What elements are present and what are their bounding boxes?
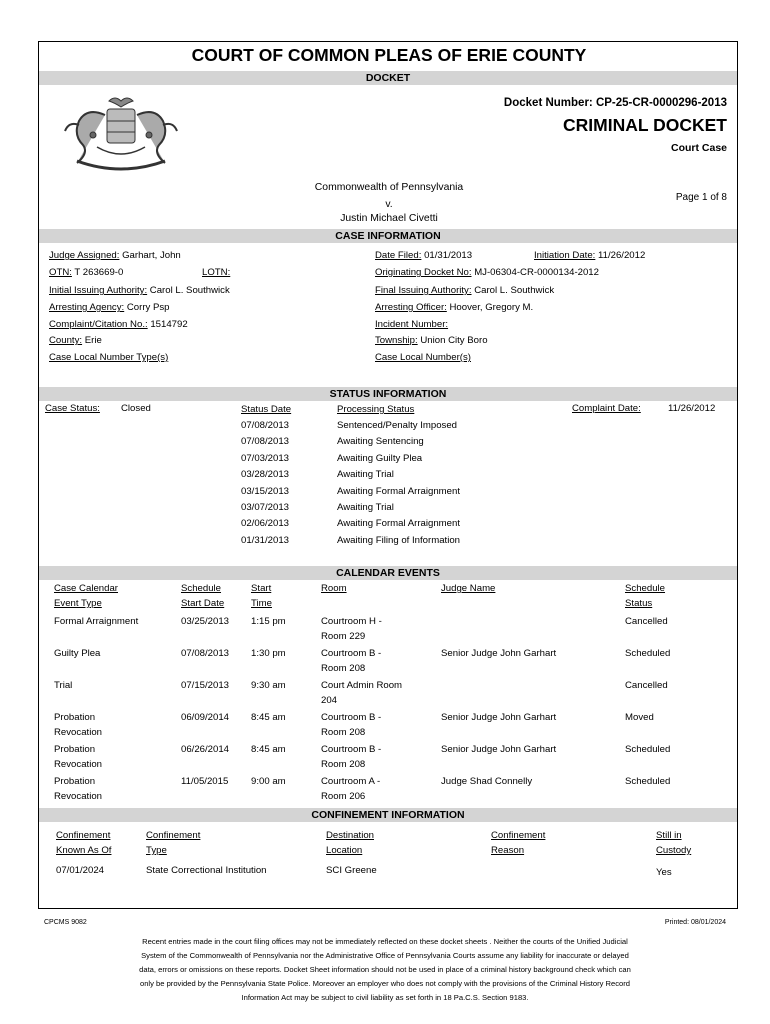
start-time-header-line1: Start	[251, 583, 272, 594]
judge-name: Senior Judge John Garhart	[441, 712, 557, 723]
initial-issuing-label: Initial Issuing Authority:	[49, 285, 148, 296]
status-date: 01/31/2013	[241, 534, 290, 546]
known-as-of-header-line1: Confinement	[56, 830, 111, 841]
custody-header-line2: Custody	[656, 845, 692, 856]
initiation-date-label: Initiation Date:	[534, 250, 596, 261]
form-id: CPCMS 9082	[44, 919, 87, 926]
case-status-value: Closed	[121, 403, 151, 414]
status-date: 03/07/2013	[241, 502, 290, 513]
originating-docket-label: Originating Docket No:	[375, 267, 472, 278]
room: Court Admin Room	[321, 680, 403, 691]
processing-status: Awaiting Trial	[337, 469, 394, 481]
still-in-custody: Yes	[656, 867, 672, 878]
docket-frame	[38, 41, 738, 909]
schedule-status: Cancelled	[625, 616, 668, 627]
county-value: Erie	[84, 335, 102, 346]
disclaimer-line: Information Act may be subject to civil liability as set forth in 18 Pa.C.S. Section 9183.	[241, 993, 529, 1002]
schedule-start-date: 07/08/2013	[181, 648, 230, 659]
schedule-start-date: 06/09/2014	[181, 712, 230, 723]
incident-number-label: Incident Number:	[375, 319, 449, 330]
event-type: Probation	[54, 744, 96, 755]
room-line2: Room 206	[321, 791, 366, 802]
destination-location: SCI Greene	[326, 865, 377, 876]
custody-header-line1: Still in	[656, 830, 682, 841]
disclaimer	[70, 935, 700, 1005]
township-label: Township:	[375, 335, 418, 346]
docket-bar: DOCKET	[39, 71, 737, 85]
disclaimer-line: Recent entries made in the court filing offices may not be immediately reflected on these docket sheets . Neither the courts of the Unified Judicial	[142, 937, 628, 946]
status-date: 07/03/2013	[241, 452, 290, 464]
initiation-date-value: 11/26/2012	[598, 250, 646, 261]
township-value: Union City Boro	[420, 335, 488, 346]
start-time: 8:45 am	[251, 712, 286, 723]
reason-header-line1: Confinement	[491, 830, 546, 841]
processing-status: Awaiting Formal Arraignment	[337, 518, 460, 530]
schedule-start-date: 03/25/2013	[181, 616, 230, 627]
event-type-line2: Revocation	[54, 727, 102, 738]
room: Courtroom H -	[321, 616, 382, 627]
schedule-status: Scheduled	[625, 776, 671, 787]
arresting-agency-value: Corry Psp	[126, 302, 170, 313]
room-line2: 204	[321, 695, 338, 706]
schedule-start-date: 06/26/2014	[181, 744, 230, 755]
complaint-citation-value: 1514792	[150, 319, 188, 330]
complaint-date-label: Complaint Date:	[572, 403, 641, 414]
judge-name: Judge Shad Connelly	[441, 776, 533, 787]
room: Courtroom B -	[321, 648, 382, 659]
final-issuing-label: Final Issuing Authority:	[375, 285, 472, 296]
processing-status: Awaiting Formal Arraignment	[337, 485, 460, 497]
status-date: 02/06/2013	[241, 518, 290, 530]
schedule-status: Scheduled	[625, 744, 671, 755]
reason-header-line2: Reason	[491, 845, 525, 856]
otn-label: OTN:	[49, 267, 72, 278]
room-line2: Room 229	[321, 631, 366, 642]
status-information-bar: STATUS INFORMATION	[39, 387, 737, 401]
schedule-start-date: 07/15/2013	[181, 680, 230, 691]
event-type: Probation	[54, 776, 96, 787]
status-date: 03/28/2013	[241, 469, 290, 481]
event-type-header-line1: Case Calendar	[54, 583, 118, 594]
start-time: 9:00 am	[251, 776, 286, 787]
judge-name: Senior Judge John Garhart	[441, 648, 557, 659]
judge-name-header: Judge Name	[441, 583, 496, 594]
case-local-number-type-label: Case Local Number Type(s)	[49, 352, 169, 363]
destination-header-line2: Location	[326, 845, 363, 856]
court-title: COURT OF COMMON PLEAS OF ERIE COUNTY	[191, 45, 587, 65]
confinement-type-header-line2: Type	[146, 845, 167, 856]
date-filed-value: 01/31/2013	[424, 250, 473, 261]
event-type: Trial	[54, 680, 73, 691]
schedule-status: Cancelled	[625, 680, 668, 691]
event-type: Probation	[54, 712, 96, 723]
schedule-date-header-line1: Schedule	[181, 583, 222, 594]
disclaimer-line: data, errors or omissions on these reports. Docket Sheet information should not be used in place of a criminal history background check which can	[139, 965, 631, 974]
schedule-status-header-line2: Status	[625, 598, 653, 609]
disclaimer-line: System of the Commonwealth of Pennsylvania nor the Administrative Office of Pennsylvania Courts assume any liability for inaccurate or delayed	[141, 951, 629, 960]
initial-issuing-value: Carol L. Southwick	[149, 285, 230, 296]
docket-number: Docket Number: CP-25-CR-0000296-2013	[503, 97, 727, 109]
start-time: 9:30 am	[251, 680, 286, 691]
event-type: Guilty Plea	[54, 648, 101, 659]
processing-status: Awaiting Guilty Plea	[337, 452, 423, 464]
destination-header-line1: Destination	[326, 830, 374, 841]
schedule-date-header-line2: Start Date	[181, 598, 225, 609]
room-line2: Room 208	[321, 759, 366, 770]
schedule-status-header-line1: Schedule	[625, 583, 666, 594]
processing-status: Awaiting Sentencing	[337, 436, 424, 448]
lotn-label: LOTN:	[202, 267, 231, 278]
status-date: 07/08/2013	[241, 420, 290, 431]
printed-date: Printed: 08/01/2024	[664, 919, 726, 926]
confinement-known-as-of: 07/01/2024	[56, 865, 105, 876]
room: Courtroom A -	[321, 776, 381, 787]
date-filed-label: Date Filed:	[375, 250, 422, 261]
processing-status: Awaiting Filing of Information	[337, 534, 461, 546]
page-number: Page 1 of 8	[675, 192, 727, 203]
arresting-officer-value: Hoover, Gregory M.	[449, 302, 534, 313]
complaint-citation-label: Complaint/Citation No.:	[49, 319, 148, 330]
status-date-header: Status Date	[241, 404, 292, 415]
status-date: 03/15/2013	[241, 485, 290, 497]
processing-status-header: Processing Status	[337, 404, 415, 415]
confinement-type-header-line1: Confinement	[146, 830, 201, 841]
event-type-header-line2: Event Type	[54, 598, 102, 609]
room-line2: Room 208	[321, 663, 366, 674]
caption-versus: v.	[385, 199, 393, 210]
otn-value: T 263669-0	[74, 267, 124, 278]
caption-defendant: Justin Michael Civetti	[340, 213, 438, 224]
processing-status: Awaiting Trial	[337, 502, 394, 513]
confinement-type: State Correctional Institution	[146, 865, 267, 876]
caption-plaintiff: Commonwealth of Pennsylvania	[314, 182, 464, 193]
start-time: 1:15 pm	[251, 616, 286, 627]
arresting-officer-label: Arresting Officer:	[375, 302, 447, 313]
start-time-header-line2: Time	[251, 598, 272, 609]
court-case-label: Court Case	[670, 142, 727, 154]
judge-name: Senior Judge John Garhart	[441, 744, 557, 755]
schedule-status: Moved	[625, 712, 654, 723]
schedule-status: Scheduled	[625, 648, 671, 659]
originating-docket-value: MJ-06304-CR-0000134-2012	[474, 267, 599, 278]
schedule-start-date: 11/05/2015	[181, 776, 229, 787]
county-label: County:	[49, 335, 83, 346]
event-type-line2: Revocation	[54, 791, 102, 802]
room-line2: Room 208	[321, 727, 366, 738]
criminal-docket-title: CRIMINAL DOCKET	[563, 115, 727, 135]
judge-value: Garhart, John	[122, 250, 181, 261]
event-type-line2: Revocation	[54, 759, 102, 770]
room-header: Room	[321, 583, 347, 594]
event-type: Formal Arraignment	[54, 616, 139, 627]
final-issuing-value: Carol L. Southwick	[474, 285, 555, 296]
start-time: 8:45 am	[251, 744, 286, 755]
disclaimer-line: only be provided by the Pennsylvania State Police. Moreover an employer who does not comply with the provisions of the Criminal History Record	[139, 979, 631, 988]
complaint-date-value: 11/26/2012	[668, 403, 716, 414]
judge-label: Judge Assigned:	[49, 250, 120, 261]
processing-status: Sentenced/Penalty Imposed	[337, 420, 458, 431]
room: Courtroom B -	[321, 744, 382, 755]
case-status-label: Case Status:	[45, 403, 100, 414]
arresting-agency-label: Arresting Agency:	[49, 302, 125, 313]
calendar-events-bar: CALENDAR EVENTS	[39, 566, 737, 580]
known-as-of-header-line2: Known As Of	[56, 845, 112, 856]
confinement-information-bar: CONFINEMENT INFORMATION	[39, 808, 737, 822]
case-information-bar: CASE INFORMATION	[39, 229, 737, 243]
status-date: 07/08/2013	[241, 436, 290, 448]
case-local-number-label: Case Local Number(s)	[375, 352, 471, 363]
start-time: 1:30 pm	[251, 648, 286, 659]
room: Courtroom B -	[321, 712, 382, 723]
